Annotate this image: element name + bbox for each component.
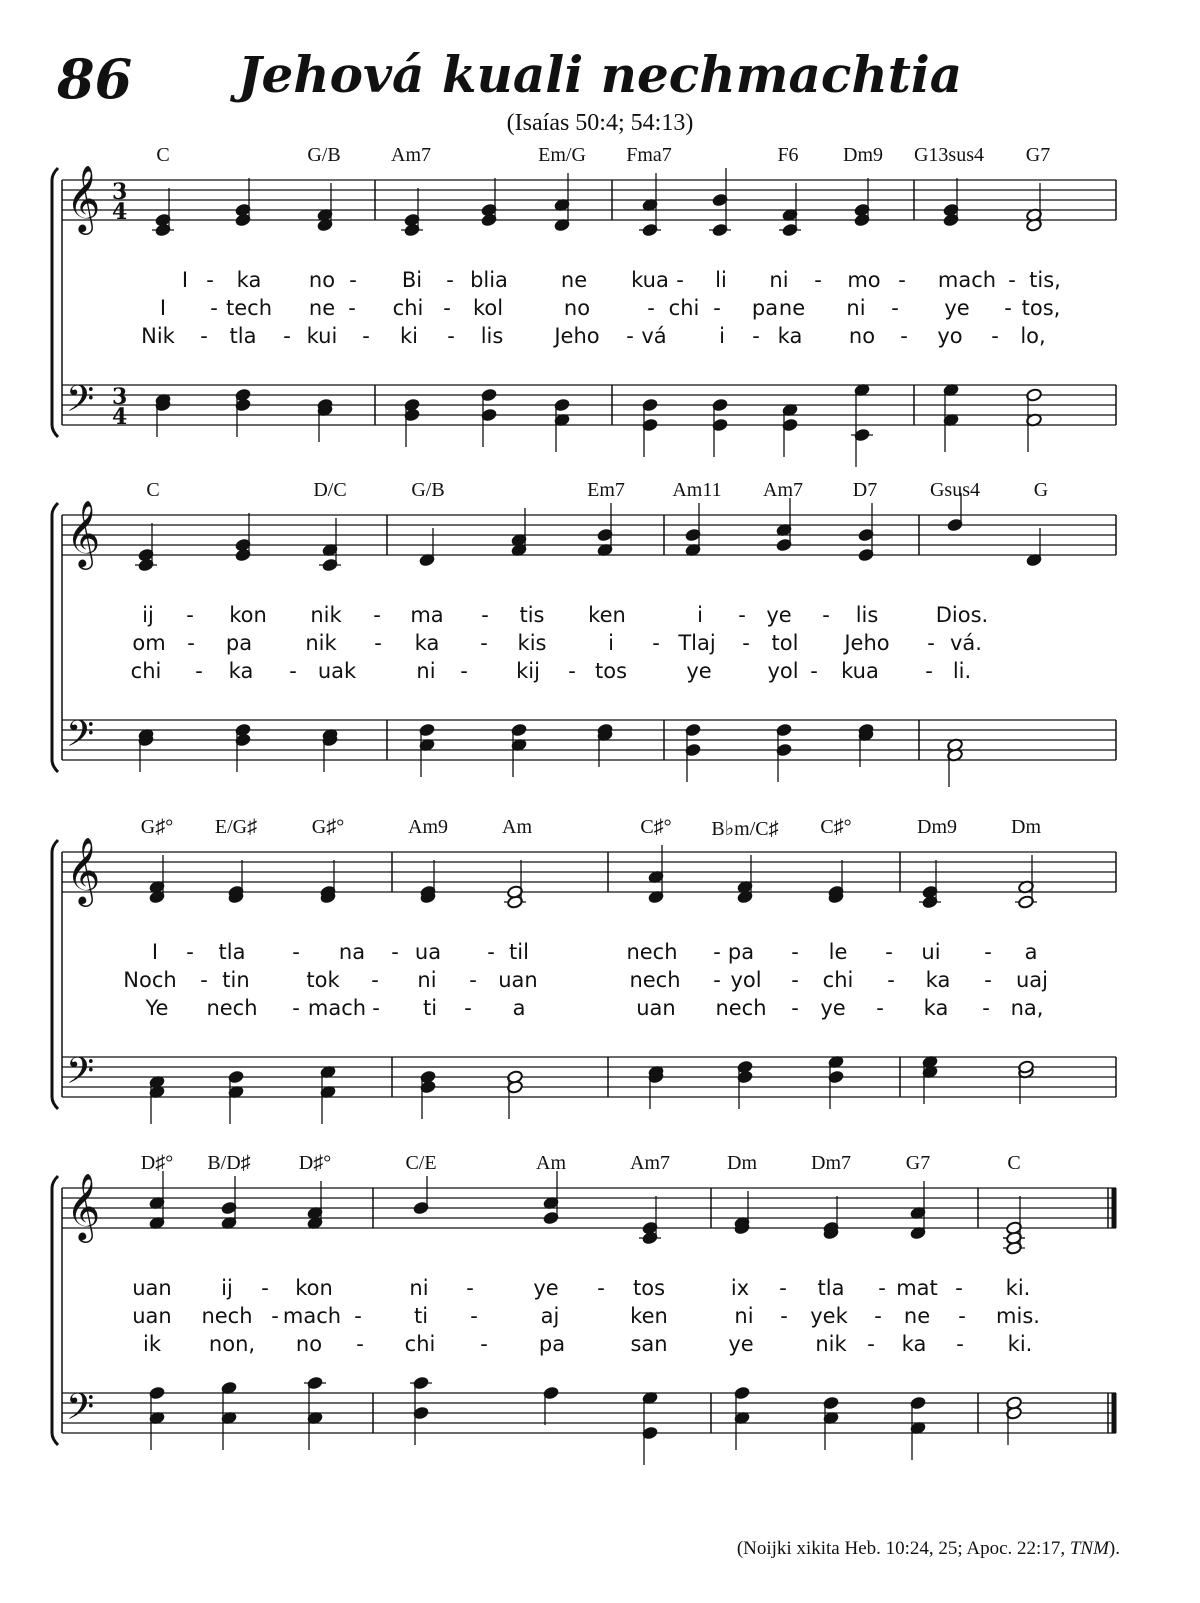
lyric-hyphen: - (810, 659, 818, 683)
lyric-syllable: ye (533, 1276, 559, 1300)
grand-staff (0, 140, 1200, 470)
lyric-syllable: ye (728, 1332, 754, 1356)
lyric-syllable: non, (208, 1332, 256, 1356)
chord-symbol: Dm9 (843, 144, 883, 166)
chord-symbol: G♯° (140, 816, 174, 838)
lyric-syllable: uan (498, 968, 538, 992)
chord-symbol: D/C (313, 479, 347, 501)
lyric-syllable: ken (630, 1304, 668, 1328)
lyric-syllable: ni (409, 1276, 429, 1300)
chord-symbol: B/D♯ (207, 1152, 251, 1174)
system-bracket (52, 840, 58, 1109)
lyric-hyphen: - (791, 940, 799, 964)
lyric-syllable: lis (480, 324, 504, 348)
lyric-syllable: ne (560, 268, 588, 292)
lyric-syllable: ix (730, 1276, 750, 1300)
lyric-syllable: uaj (1015, 968, 1049, 992)
lyric-syllable: Bi (401, 268, 423, 292)
lyric-hyphen: - (1004, 296, 1012, 320)
lyric-hyphen: - (391, 940, 399, 964)
lyric-hyphen: - (891, 296, 899, 320)
lyric-syllable: yol (767, 659, 799, 683)
chord-symbol: Am (502, 816, 532, 838)
lyric-hyphen: - (713, 968, 721, 992)
footnote-end: ). (1108, 1538, 1120, 1559)
lyric-syllable: no (308, 268, 336, 292)
lyric-syllable: san (630, 1332, 668, 1356)
lyric-syllable: tos (632, 1276, 666, 1300)
hymn-number: 86 (57, 47, 133, 111)
lyric-syllable: ken (588, 603, 626, 627)
lyric-syllable: lo, (1020, 324, 1046, 348)
time-signature-top: 3 (112, 384, 128, 410)
lyric-hyphen: - (887, 968, 895, 992)
lyric-syllable: mach (282, 1304, 342, 1328)
lyric-syllable: tla (218, 940, 246, 964)
lyric-hyphen: - (200, 968, 208, 992)
lyric-syllable: li (715, 268, 727, 292)
lyric-syllable: ka (236, 268, 262, 292)
lyric-syllable: ij (221, 1276, 233, 1300)
lyric-hyphen: - (647, 296, 655, 320)
lyric-syllable: chi (130, 659, 162, 683)
lyric-syllable: ni (769, 268, 789, 292)
lyric-syllable: Jeho (844, 631, 890, 655)
chord-symbol: G (1033, 479, 1049, 501)
lyric-syllable: ki (400, 324, 418, 348)
lyric-hyphen: - (927, 631, 935, 655)
bass-clef: 𝄢 (66, 1050, 95, 1101)
lyric-hyphen: - (874, 1304, 882, 1328)
lyric-syllable: kon (295, 1276, 333, 1300)
chord-symbol: Fma7 (626, 144, 672, 166)
bass-clef: 𝄢 (66, 378, 95, 429)
lyric-hyphen: - (292, 996, 300, 1020)
lyric-syllable: kua (841, 659, 879, 683)
lyric-syllable: no (295, 1332, 323, 1356)
lyric-syllable: I (181, 268, 189, 292)
lyric-syllable: ka (923, 996, 949, 1020)
lyric-syllable: chi (404, 1332, 436, 1356)
lyric-syllable: nik (305, 631, 337, 655)
lyric-hyphen: - (373, 603, 381, 627)
lyric-hyphen: - (354, 1304, 362, 1328)
lyric-hyphen: - (362, 324, 370, 348)
lyric-hyphen: - (742, 631, 750, 655)
chord-symbol: Am9 (408, 816, 448, 838)
lyric-syllable: kon (229, 603, 267, 627)
lyric-syllable: ye (820, 996, 846, 1020)
lyric-hyphen: - (187, 631, 195, 655)
chord-symbol: C♯° (640, 816, 672, 838)
treble-clef: 𝄞 (66, 836, 101, 904)
lyric-syllable: ye (766, 603, 792, 627)
lyric-syllable: nech (715, 996, 767, 1020)
lyric-syllable: mo (847, 268, 881, 292)
lyric-syllable: ma (410, 603, 444, 627)
lyric-syllable: kol (472, 296, 504, 320)
lyric-hyphen: - (867, 1332, 875, 1356)
lyric-hyphen: - (900, 324, 908, 348)
chord-symbol: Am7 (630, 1152, 670, 1174)
lyric-syllable: ni (846, 296, 866, 320)
score-system (0, 140, 1200, 470)
lyric-syllable: tos (594, 659, 628, 683)
lyric-hyphen: - (356, 1332, 364, 1356)
footnote (737, 1538, 1120, 1560)
lyric-hyphen: - (374, 631, 382, 655)
chord-symbol: D♯° (140, 1152, 174, 1174)
lyric-syllable: i (608, 631, 614, 655)
lyric-hyphen: - (955, 1276, 963, 1300)
lyric-syllable: a (1024, 940, 1038, 964)
system-bracket (52, 168, 58, 437)
chord-symbol: G/B (411, 479, 445, 501)
lyric-syllable: kij (516, 659, 540, 683)
lyric-syllable: aj (540, 1304, 560, 1328)
lyric-syllable: lis (855, 603, 879, 627)
chord-symbol: Dm (727, 1152, 757, 1174)
chord-symbol: G/B (307, 144, 341, 166)
lyric-hyphen: - (372, 996, 380, 1020)
lyric-syllable: pa (751, 296, 779, 320)
lyric-syllable: I (159, 296, 167, 320)
lyric-syllable: kis (517, 631, 547, 655)
lyric-syllable: nech (201, 1304, 253, 1328)
chord-symbol: Dm9 (917, 816, 957, 838)
scripture-reference: (Isaías 50:4; 54:13) (506, 110, 694, 136)
lyric-hyphen: - (446, 268, 454, 292)
lyric-hyphen: - (371, 968, 379, 992)
lyric-syllable: ne (778, 296, 806, 320)
time-signature-bottom: 4 (112, 404, 128, 430)
lyric-hyphen: - (283, 324, 291, 348)
lyric-syllable: ye (944, 296, 970, 320)
lyric-syllable: mach (937, 268, 997, 292)
lyric-syllable: Ye (145, 996, 169, 1020)
lyric-hyphen: - (791, 996, 799, 1020)
chord-symbol: E/G♯ (214, 816, 258, 838)
lyric-syllable: pa (225, 631, 253, 655)
chord-symbol: G7 (905, 1152, 931, 1174)
lyric-syllable: kua (631, 268, 669, 292)
lyric-hyphen: - (271, 1304, 279, 1328)
lyric-syllable: yo (937, 324, 963, 348)
lyric-syllable: ka (925, 968, 951, 992)
lyric-syllable: no (848, 324, 876, 348)
lyric-hyphen: - (206, 268, 214, 292)
lyric-syllable: ne (308, 296, 336, 320)
chord-symbol: D7 (852, 479, 878, 501)
treble-clef: 𝄞 (66, 499, 101, 567)
lyric-hyphen: - (464, 996, 472, 1020)
lyric-hyphen: - (480, 1332, 488, 1356)
lyric-syllable: nech (206, 996, 258, 1020)
lyric-syllable: yol (730, 968, 762, 992)
lyric-syllable: na, (1010, 996, 1044, 1020)
lyric-hyphen: - (210, 296, 218, 320)
lyric-hyphen: - (186, 940, 194, 964)
lyric-syllable: ki. (1007, 1332, 1033, 1356)
lyric-hyphen: - (814, 268, 822, 292)
lyric-hyphen: - (289, 659, 297, 683)
lyric-syllable: Tlaj (678, 631, 716, 655)
lyric-hyphen: - (885, 940, 893, 964)
lyric-hyphen: - (925, 659, 933, 683)
lyric-hyphen: - (470, 1304, 478, 1328)
chord-symbol: C (1007, 1152, 1021, 1174)
chord-symbol: Dm7 (811, 1152, 851, 1174)
lyric-hyphen: - (481, 603, 489, 627)
time-signature-top: 3 (112, 179, 128, 205)
lyric-syllable: kui (306, 324, 338, 348)
lyric-syllable: I (151, 940, 159, 964)
chord-symbol: G♯° (311, 816, 345, 838)
lyric-hyphen: - (469, 968, 477, 992)
lyric-syllable: blia (470, 268, 508, 292)
lyric-hyphen: - (713, 940, 721, 964)
bass-clef: 𝄢 (66, 713, 95, 764)
lyric-hyphen: - (876, 996, 884, 1020)
lyric-syllable: tin (222, 968, 250, 992)
lyric-syllable: li. (952, 659, 972, 683)
lyric-syllable: ij (142, 603, 154, 627)
bass-clef: 𝄢 (66, 1386, 95, 1437)
lyric-syllable: ka (901, 1332, 927, 1356)
chord-symbol: Am7 (763, 479, 803, 501)
lyric-syllable: tol (771, 631, 799, 655)
lyric-hyphen: - (200, 324, 208, 348)
lyric-hyphen: - (982, 996, 990, 1020)
lyric-hyphen: - (984, 968, 992, 992)
lyric-syllable: ik (143, 1332, 161, 1356)
lyric-syllable: ua (414, 940, 442, 964)
lyric-syllable: pa (727, 940, 755, 964)
lyric-hyphen: - (292, 940, 300, 964)
lyric-hyphen: - (956, 1332, 964, 1356)
lyric-hyphen: - (738, 603, 746, 627)
lyric-hyphen: - (822, 603, 830, 627)
lyric-syllable: le (828, 940, 848, 964)
lyric-syllable: ni (734, 1304, 754, 1328)
grand-staff (0, 475, 1200, 805)
lyric-syllable: uak (317, 659, 357, 683)
lyric-syllable: chi (668, 296, 700, 320)
treble-clef: 𝄞 (66, 164, 101, 232)
lyric-syllable: nik (815, 1332, 847, 1356)
lyric-syllable: ne (903, 1304, 931, 1328)
lyric-syllable: ka (777, 324, 803, 348)
chord-symbol: F6 (777, 144, 799, 166)
lyric-syllable: ui (921, 940, 941, 964)
lyric-hyphen: - (991, 324, 999, 348)
lyric-syllable: chi (392, 296, 424, 320)
lyric-syllable: ye (686, 659, 712, 683)
lyric-syllable: i (719, 324, 725, 348)
lyric-syllable: ti (422, 996, 438, 1020)
footnote-italic: TNM (1069, 1538, 1109, 1559)
lyric-hyphen: - (1008, 268, 1016, 292)
lyric-syllable: nech (629, 968, 681, 992)
chord-symbol: C (146, 479, 160, 501)
lyric-syllable: tla (229, 324, 257, 348)
lyric-syllable: Jeho (554, 324, 600, 348)
lyric-hyphen: - (984, 940, 992, 964)
lyric-hyphen: - (195, 659, 203, 683)
lyric-syllable: mis. (996, 1304, 1040, 1328)
lyric-syllable: om (132, 631, 166, 655)
lyric-hyphen: - (878, 1276, 886, 1300)
lyric-syllable: ti (413, 1304, 429, 1328)
chord-symbol: G13sus4 (913, 144, 985, 166)
lyric-syllable: a (512, 996, 526, 1020)
chord-symbol: G7 (1025, 144, 1051, 166)
lyric-hyphen: - (487, 940, 495, 964)
lyric-syllable: tla (817, 1276, 845, 1300)
chord-symbol: Gsus4 (929, 479, 981, 501)
lyric-syllable: tok (306, 968, 340, 992)
lyric-hyphen: - (791, 968, 799, 992)
footnote-text: (Noijki xikita Heb. 10:24, 25; Apoc. 22:17, (736, 1538, 1070, 1559)
chord-symbol: Dm (1011, 816, 1041, 838)
chord-symbol: C (156, 144, 170, 166)
chord-symbol: Em7 (587, 479, 625, 501)
lyric-hyphen: - (447, 324, 455, 348)
lyric-syllable: tech (225, 296, 273, 320)
lyric-syllable: nech (626, 940, 678, 964)
lyric-syllable: mach (307, 996, 367, 1020)
lyric-syllable: uan (636, 996, 676, 1020)
lyric-hyphen: - (597, 1276, 605, 1300)
lyric-hyphen: - (779, 1276, 787, 1300)
score-system (0, 475, 1200, 805)
lyric-hyphen: - (676, 268, 684, 292)
lyric-syllable: ka (228, 659, 254, 683)
lyric-syllable: vá. (950, 631, 982, 655)
chord-symbol: Am (536, 1152, 566, 1174)
lyric-hyphen: - (480, 631, 488, 655)
chord-symbol: Em/G (538, 144, 586, 166)
system-bracket (52, 503, 58, 772)
chord-symbol: Am11 (672, 479, 722, 501)
lyric-hyphen: - (958, 1304, 966, 1328)
lyric-syllable: uan (132, 1304, 172, 1328)
lyric-hyphen: - (348, 296, 356, 320)
lyric-hyphen: - (349, 268, 357, 292)
lyric-hyphen: - (261, 1276, 269, 1300)
lyric-syllable: ki. (1005, 1276, 1031, 1300)
chord-symbol: C/E (405, 1152, 437, 1174)
treble-clef: 𝄞 (66, 1172, 101, 1240)
lyric-syllable: vá (641, 324, 667, 348)
lyric-syllable: Dios. (935, 603, 989, 627)
chord-symbol: D♯° (298, 1152, 332, 1174)
lyric-syllable: ni (416, 659, 436, 683)
lyric-syllable: mat (896, 1276, 938, 1300)
lyric-syllable: no (563, 296, 591, 320)
chord-symbol: C♯° (820, 816, 852, 838)
lyric-hyphen: - (780, 1304, 788, 1328)
lyric-hyphen: - (898, 268, 906, 292)
chord-symbol: B♭m/C♯ (711, 818, 779, 840)
lyric-hyphen: - (626, 324, 634, 348)
lyric-syllable: til (509, 940, 529, 964)
lyric-hyphen: - (460, 659, 468, 683)
lyric-syllable: Noch (123, 968, 177, 992)
time-signature-bottom: 4 (112, 199, 128, 225)
lyric-syllable: nik (310, 603, 342, 627)
lyric-syllable: tis (519, 603, 545, 627)
score-system (0, 812, 1200, 1142)
lyric-syllable: Nik (141, 324, 175, 348)
chord-symbol: Am7 (391, 144, 431, 166)
lyric-syllable: pa (538, 1332, 566, 1356)
lyric-hyphen: - (568, 659, 576, 683)
lyric-syllable: tos, (1021, 296, 1061, 320)
lyric-syllable: na (338, 940, 366, 964)
lyric-syllable: tis, (1029, 268, 1061, 292)
lyric-hyphen: - (186, 603, 194, 627)
lyric-hyphen: - (652, 631, 660, 655)
lyric-hyphen: - (443, 296, 451, 320)
score-system (0, 1148, 1200, 1478)
lyric-hyphen: - (752, 324, 760, 348)
system-bracket (52, 1176, 58, 1445)
lyric-syllable: ka (414, 631, 440, 655)
lyric-syllable: uan (132, 1276, 172, 1300)
lyric-hyphen: - (466, 1276, 474, 1300)
lyric-syllable: yek (810, 1304, 848, 1328)
lyric-hyphen: - (713, 296, 721, 320)
lyric-syllable: chi (822, 968, 854, 992)
lyric-syllable: i (697, 603, 703, 627)
hymn-title: Jehová kuali nechmachtia (237, 45, 963, 104)
lyric-syllable: ni (417, 968, 437, 992)
